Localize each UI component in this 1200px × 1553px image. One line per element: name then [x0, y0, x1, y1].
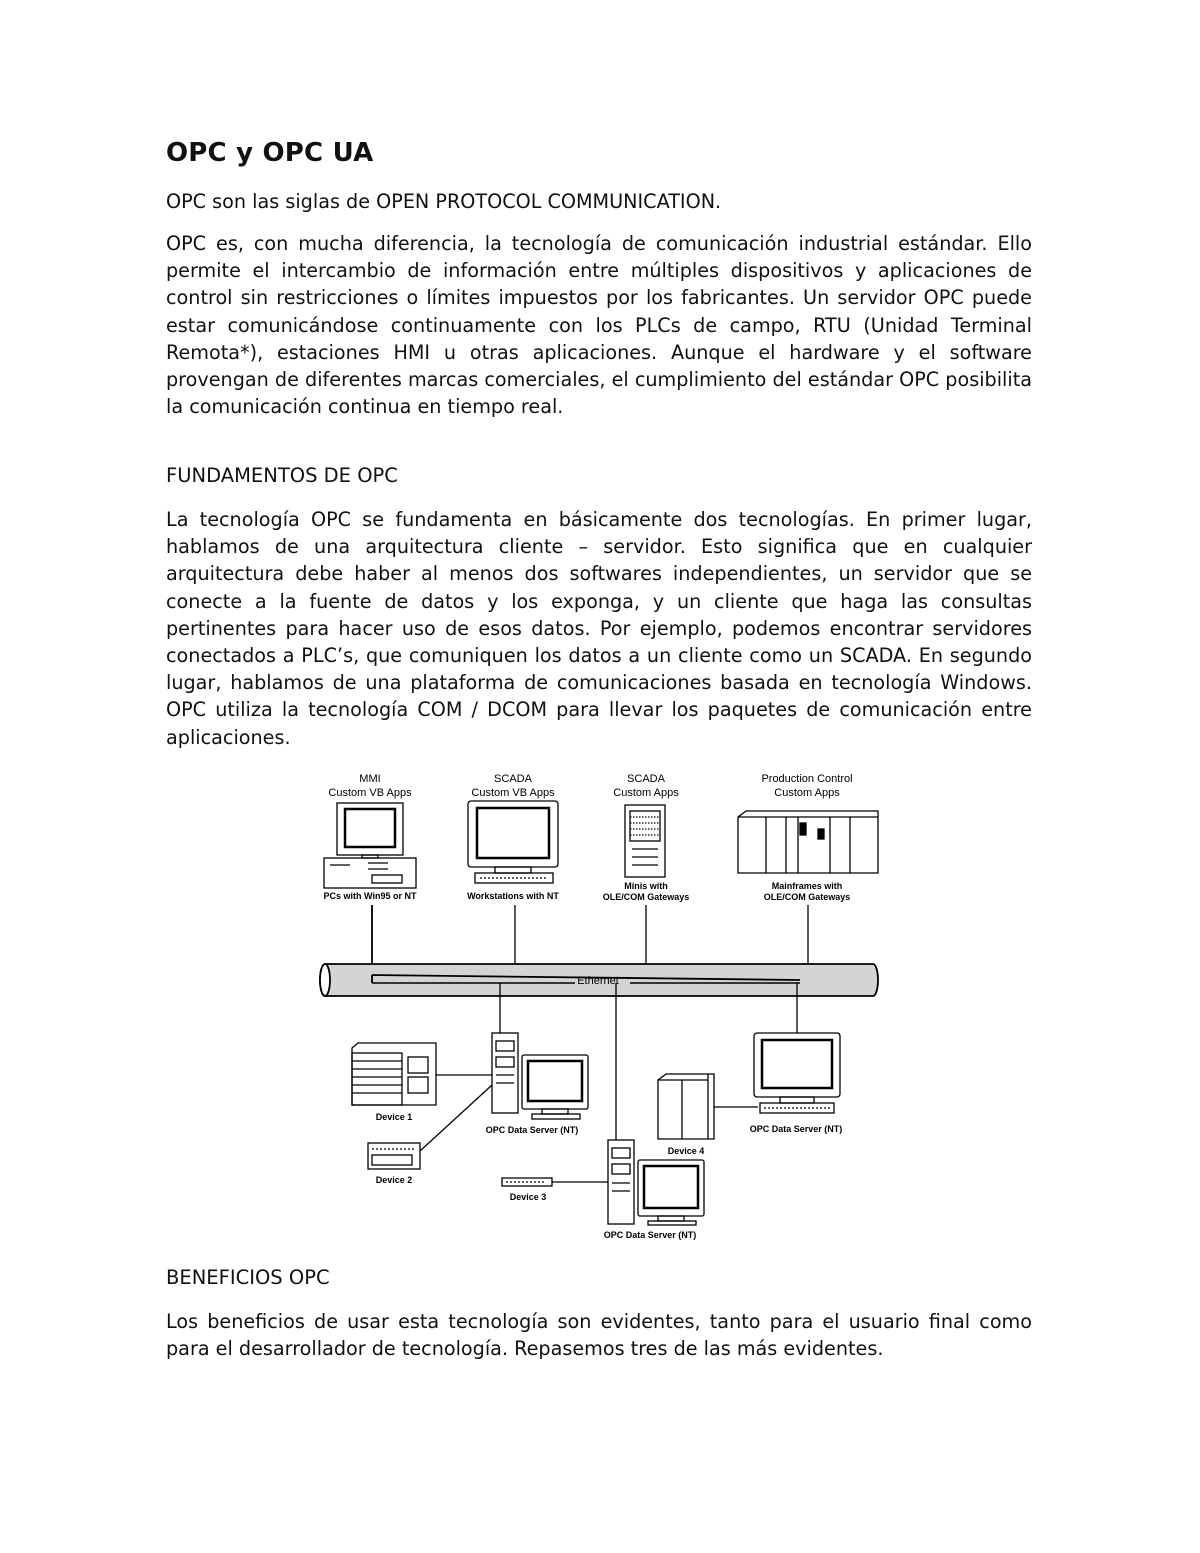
server-center-label: OPC Data Server (NT) — [603, 1230, 697, 1240]
top-label-2-line1: SCADA — [494, 773, 532, 785]
server-left-label: OPC Data Server (NT) — [485, 1125, 579, 1135]
caption-mainframes-line1: Mainframes with — [771, 881, 843, 891]
intro-line — [166, 190, 721, 213]
top-label-3-line1: SCADA — [627, 773, 665, 785]
device-1-label: Device 1 — [375, 1112, 413, 1122]
opc-server-right-icon — [754, 1033, 840, 1113]
top-label-3-line2: Custom Apps — [613, 787, 679, 799]
pc-workstation-icon — [324, 803, 416, 888]
caption-mainframes-line2: OLE/COM Gateways — [763, 892, 851, 902]
top-label-2-line2: Custom VB Apps — [471, 787, 555, 799]
caption-pcs: PCs with Win95 or NT — [323, 891, 417, 901]
minicomputer-icon — [625, 805, 665, 877]
caption-workstations: Workstations with NT — [467, 891, 559, 901]
paragraph-fundamentos: La tecnología OPC se fundamenta en básicamente dos tecnologías. En primer lugar, hablamos de una arquitectura cliente – servidor. Esto significa que en cualquier arquitectura debe haber al menos dos softwares independientes, un servidor que se conecte a la fuente de datos y los exponga, y un cliente que haga las consultas pertinentes para hacer uso de esos datos. Por ejemplo, podemos encontrar servidores conectados a PLC’s, que comuniquen los datos a un cliente como un SCADA. En segundo lugar, hablamos de una plataforma de comunicaciones basada en tecnología Windows. OPC utiliza la tecnología COM / DCOM para llevar los paquetes de comunicación entre aplicaciones. — [166, 508, 1032, 749]
device-2-icon — [368, 1143, 420, 1169]
page-title: OPC y OPC UA — [166, 138, 374, 168]
paragraph-opc-definition: OPC es, con mucha diferencia, la tecnología de comunicación industrial estándar. Ello permite el intercambio de información entre múltiples dispositivos y aplicaciones de control sin restricciones o límites impuestos por los fabricantes. Un servidor OPC puede estar comunicándose continuamente con los PLCs de campo, RTU (Unidad Terminal Remota*), estaciones HMI u otras aplicaciones. Aunque el hardware y el software provengan de diferentes marcas comerciales, el cumplimiento del estándar OPC posibilita la comunicación continua en tiempo real. — [166, 232, 1032, 419]
mainframe-icon — [738, 811, 878, 873]
opc-network-diagram — [310, 765, 890, 1245]
opc-server-left-icon — [492, 1033, 588, 1119]
bus-label: Ethernet — [577, 975, 619, 987]
device-3-label: Device 3 — [509, 1192, 547, 1202]
device-4-icon — [658, 1074, 714, 1139]
device-4-label: Device 4 — [667, 1146, 705, 1156]
section-heading-beneficios: BENEFICIOS OPC — [166, 1266, 330, 1289]
workstation-icon — [468, 801, 558, 883]
top-label-4-line1: Production Control — [761, 773, 853, 785]
device-2-label: Device 2 — [375, 1175, 413, 1185]
top-label-1-line1: MMI — [359, 773, 381, 785]
caption-minis-line1: Minis with — [624, 881, 668, 891]
top-label-4-line2: Custom Apps — [774, 787, 840, 799]
section-heading-fundamentos: FUNDAMENTOS DE OPC — [166, 464, 398, 487]
device-3-icon — [502, 1178, 552, 1186]
caption-minis-line2: OLE/COM Gateways — [602, 892, 690, 902]
paragraph-beneficios: Los beneficios de usar esta tecnología son evidentes, tanto para el usuario final como para el desarrollador de tecnología. Repasemos tres de las más evidentes. — [166, 1310, 1032, 1361]
device-1-icon — [352, 1043, 436, 1105]
intro-prefix: OPC — [166, 190, 207, 213]
top-label-1-line2: Custom VB Apps — [328, 787, 412, 799]
intro-expansion: OPEN PROTOCOL COMMUNICATION. — [376, 190, 722, 213]
server-right-label: OPC Data Server (NT) — [749, 1124, 843, 1134]
intro-middle: son las siglas de — [206, 190, 377, 213]
